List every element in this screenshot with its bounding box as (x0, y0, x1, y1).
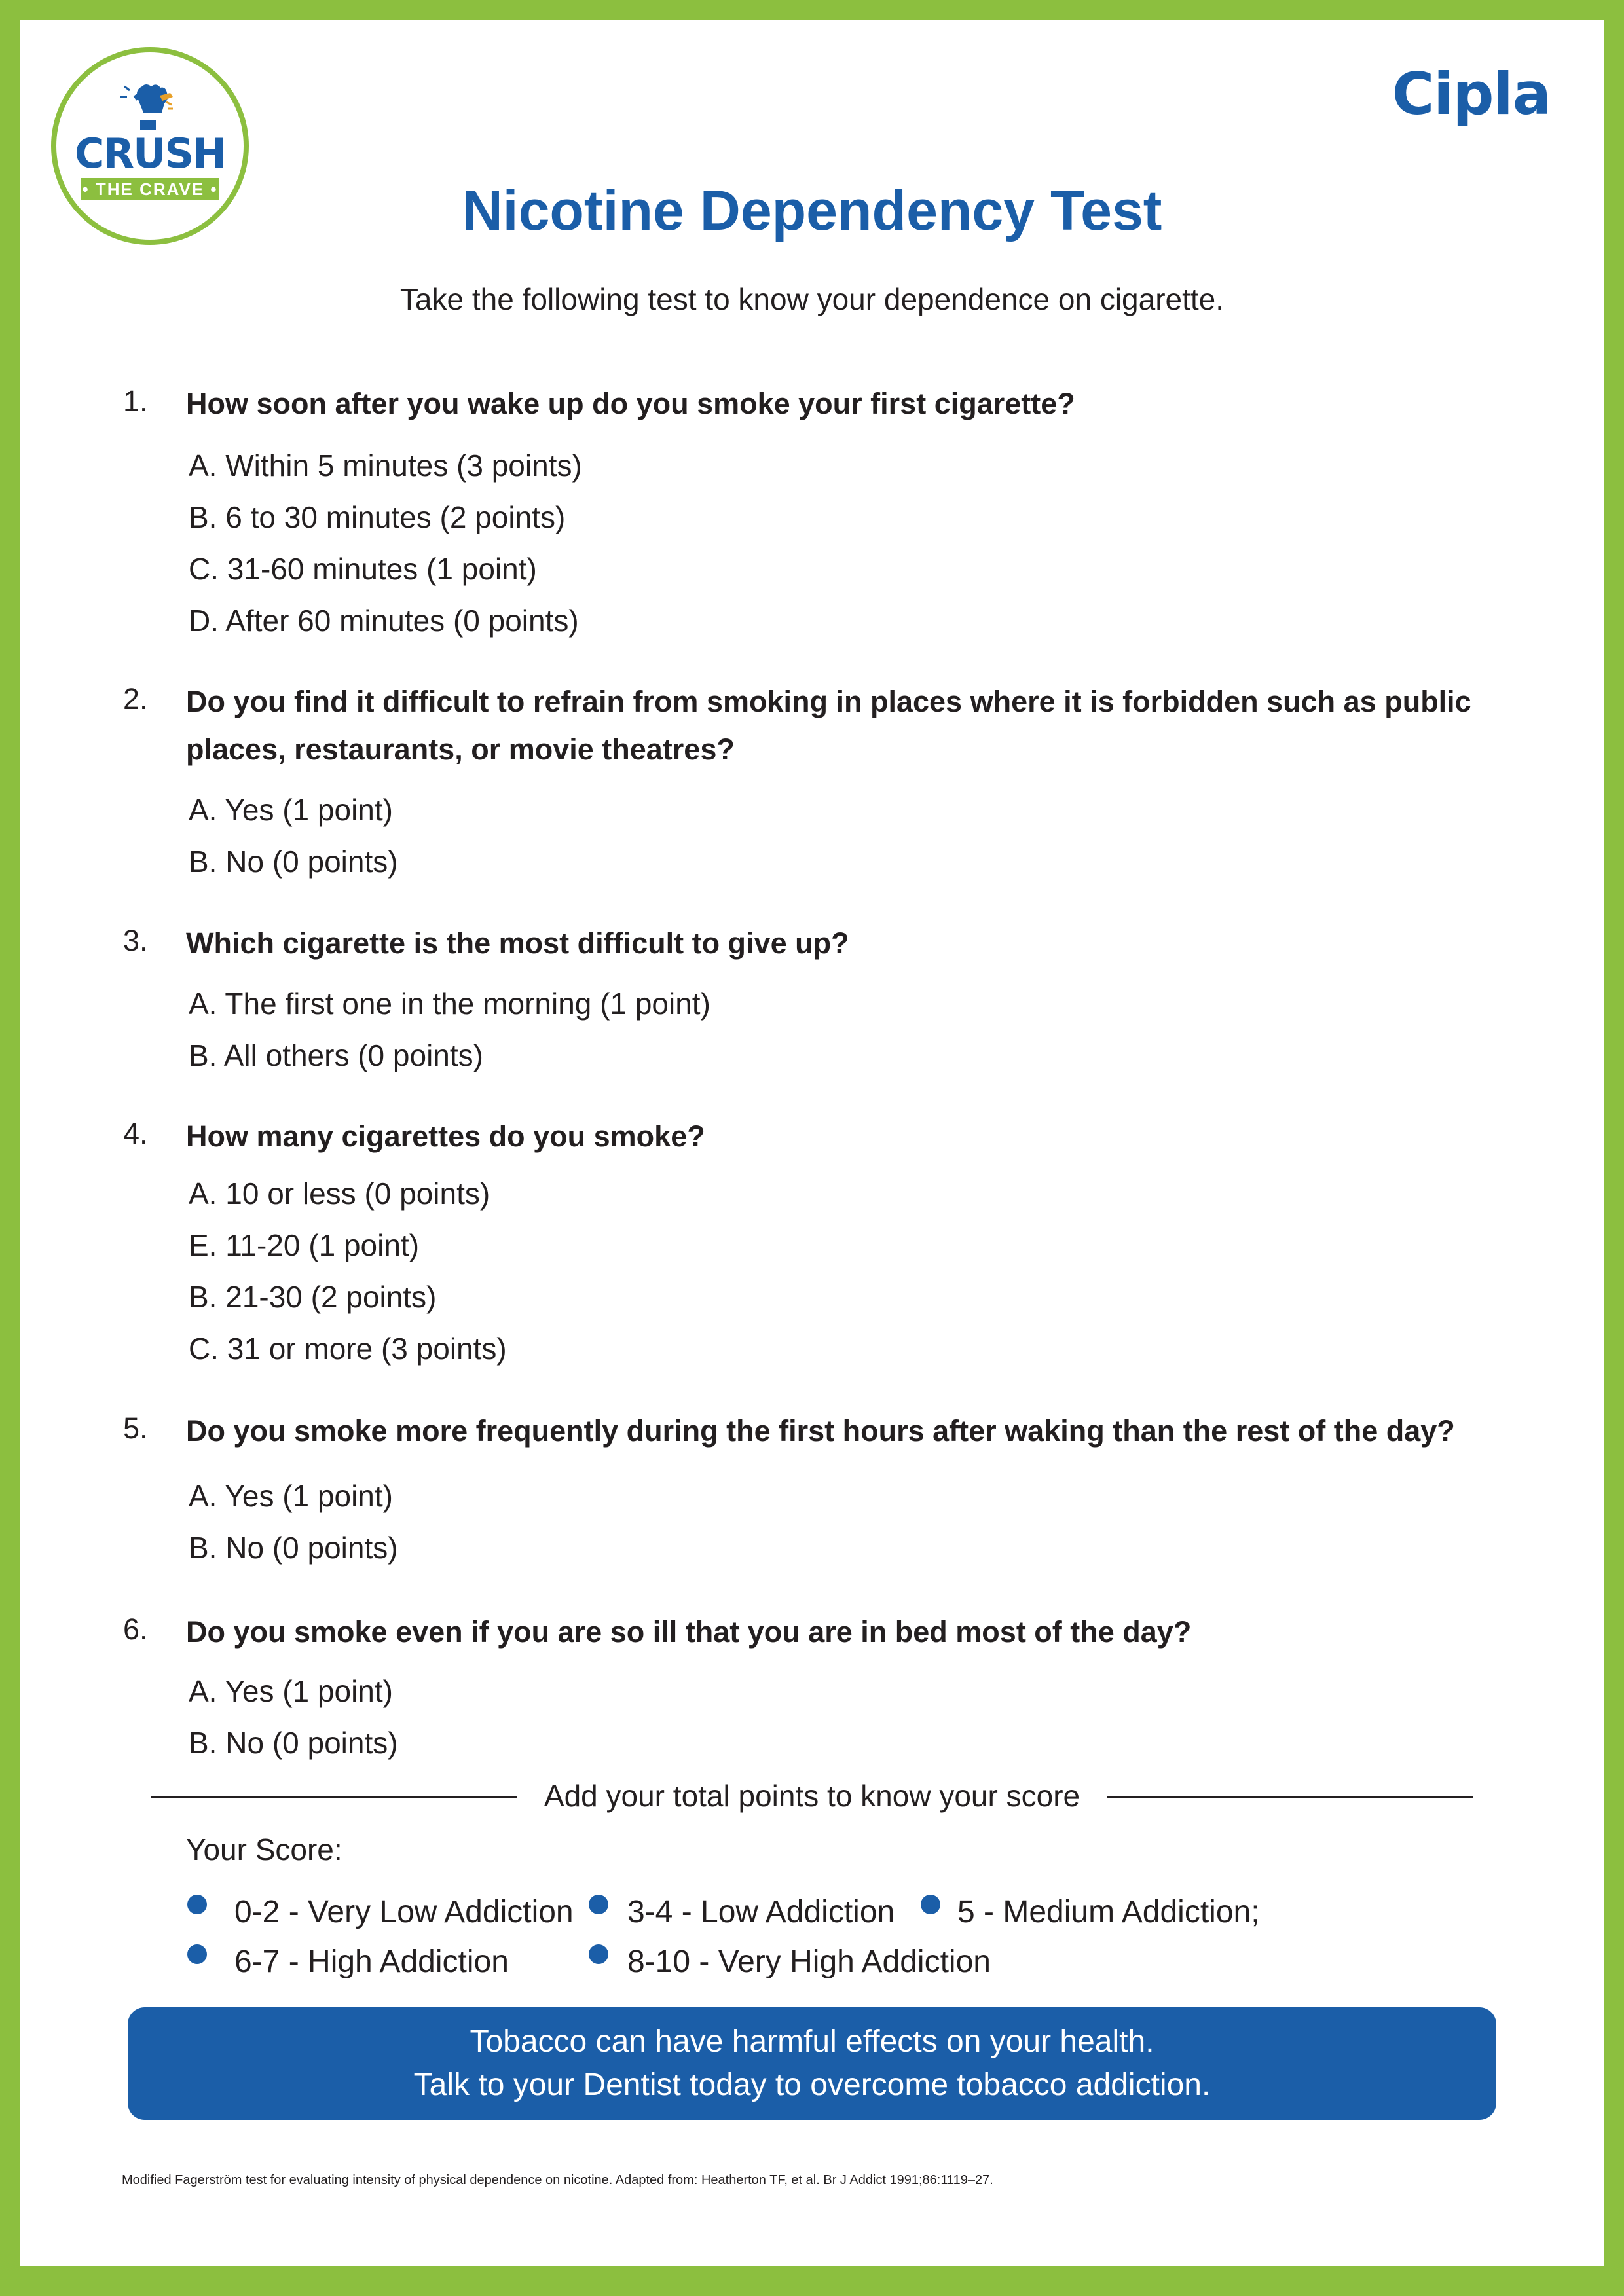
question-number: 2. (123, 682, 148, 716)
page-title: Nicotine Dependency Test (462, 179, 1162, 242)
answer-option: B. No (0 points) (189, 1531, 398, 1565)
banner-line-1: Tobacco can have harmful effects on your health. (470, 2024, 1154, 2059)
answer-option: B. No (0 points) (189, 845, 398, 879)
answer-option: B. All others (0 points) (189, 1038, 483, 1072)
question-number: 6. (123, 1613, 148, 1646)
answer-option: D. After 60 minutes (0 points) (189, 604, 579, 638)
score-level: 8-10 - Very High Addiction (627, 1944, 991, 1979)
question-text: How soon after you wake up do you smoke your first cigarette? (186, 387, 1075, 420)
answer-option: C. 31-60 minutes (1 point) (189, 552, 537, 586)
question-text: Do you smoke even if you are so ill that you are in bed most of the day? (186, 1615, 1192, 1649)
bullet-dot-icon (187, 1944, 207, 1964)
score-level: 3-4 - Low Addiction (627, 1895, 895, 1929)
logo-the-crave-banner: • THE CRAVE • (82, 179, 218, 199)
answer-option: B. No (0 points) (189, 1726, 398, 1760)
bullet-dot-icon (589, 1895, 608, 1914)
footnote-reference: Modified Fagerström test for evaluating intensity of physical dependence on nicotine. Adapted from: Heatherton TF, et al. Br J Addict 1991;86:1119–27. (122, 2173, 993, 2187)
logo-crush-text: CRUSH (74, 130, 226, 177)
answer-option: B. 6 to 30 minutes (2 points) (189, 500, 566, 534)
health-warning-banner (128, 2007, 1496, 2120)
poster-sheet (20, 20, 1604, 2266)
question-text: How many cigarettes do you smoke? (186, 1120, 705, 1153)
bullet-dot-icon (921, 1895, 940, 1914)
answer-option: A. Within 5 minutes (3 points) (189, 448, 582, 483)
question-number: 5. (123, 1412, 148, 1445)
cipla-logo: Cipla (1392, 60, 1551, 128)
score-level: 6-7 - High Addiction (234, 1944, 509, 1979)
answer-option: E. 11-20 (1 point) (189, 1228, 420, 1262)
question-number: 3. (123, 924, 148, 957)
answer-option: A. Yes (1 point) (189, 1674, 393, 1708)
score-level: 0-2 - Very Low Addiction (234, 1895, 574, 1929)
answer-option: A. 10 or less (0 points) (189, 1176, 490, 1211)
answer-option: A. Yes (1 point) (189, 793, 393, 827)
total-points-prompt: Add your total points to know your score (544, 1779, 1080, 1813)
answer-option: B. 21-30 (2 points) (189, 1280, 437, 1314)
question-text: Do you find it difficult to refrain from smoking in places where it is forbidden such as public places, restaurants, or movie theatres? (186, 685, 1471, 766)
bullet-dot-icon (589, 1944, 608, 1964)
answer-option: A. Yes (1 point) (189, 1479, 393, 1513)
page-subtitle: Take the following test to know your dependence on cigarette. (399, 282, 1225, 316)
question-number: 4. (123, 1117, 148, 1150)
banner-line-2: Talk to your Dentist today to overcome tobacco addiction. (413, 2068, 1211, 2102)
question-text: Which cigarette is the most difficult to give up? (186, 926, 849, 960)
question-number: 1. (123, 384, 148, 418)
question-text: Do you smoke more frequently during the first hours after waking than the rest of the day? (186, 1414, 1455, 1448)
answer-option: A. The first one in the morning (1 point) (189, 987, 710, 1021)
bullet-dot-icon (187, 1895, 207, 1914)
answer-option: C. 31 or more (3 points) (189, 1332, 507, 1366)
score-label: Your Score: (186, 1832, 342, 1867)
score-level: 5 - Medium Addiction; (957, 1895, 1260, 1929)
